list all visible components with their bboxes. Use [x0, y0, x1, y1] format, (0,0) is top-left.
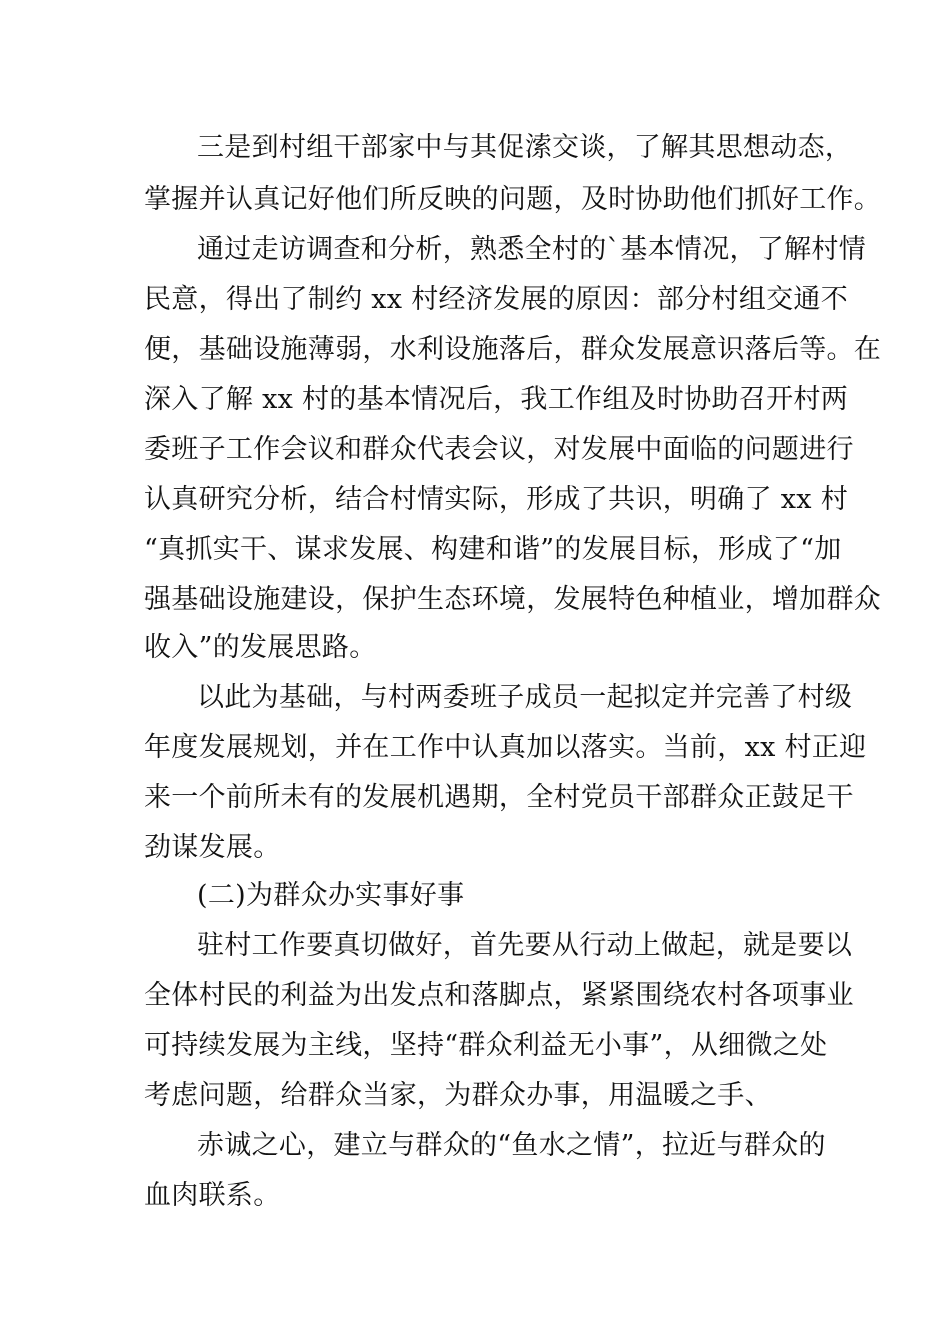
text-line: 劲谋发展。	[144, 832, 281, 863]
text-line: 掌握并认真记好他们所反映的问题，及时协助他们抓好工作。	[144, 184, 882, 215]
text-line: 年度发展规划，并在工作中认真加以落实。当前，xx 村正迎	[144, 732, 867, 763]
text-line: 来一个前所未有的发展机遇期，全村党员干部群众正鼓足干	[144, 782, 854, 813]
text-line: 赤诚之心，建立与群众的“鱼水之情”，拉近与群众的	[197, 1130, 826, 1161]
text-line: 民意，得出了制约 xx 村经济发展的原因：部分村组交通不	[144, 284, 849, 315]
section-heading: (二)为群众办实事好事	[197, 880, 465, 911]
text-line: 三是到村组干部家中与其促溹交谈，了解其思想动态，	[197, 132, 853, 163]
text-line: 以此为基础，与村两委班子成员一起拟定并完善了村级	[197, 682, 853, 713]
text-line: 便，基础设施薄弱，水利设施落后，群众发展意识落后等。在	[144, 334, 882, 365]
text-line: “真抓实干、谋求发展、构建和谐”的发展目标，形成了“加	[144, 534, 842, 565]
text-line: 收入”的发展思路。	[144, 632, 377, 663]
text-line: 通过走访调查和分析，熟悉全村的`基本情况，了解村情	[197, 234, 866, 265]
text-line: 全体村民的利益为出发点和落脚点，紧紧围绕农村各项事业	[144, 980, 854, 1011]
text-line: 认真研究分析，结合村情实际，形成了共识，明确了 xx 村	[144, 484, 849, 515]
text-line: 强基础设施建设，保护生态环境，发展特色种植业，增加群众	[144, 584, 882, 615]
text-line: 血肉联系。	[144, 1180, 281, 1211]
text-line: 驻村工作要真切做好，首先要从行动上做起，就是要以	[197, 930, 853, 961]
text-line: 委班子工作会议和群众代表会议，对发展中面临的问题进行	[144, 434, 854, 465]
text-line: 考虑问题，给群众当家，为群众办事，用温暖之手、	[144, 1080, 772, 1111]
text-line: 深入了解 xx 村的基本情况后，我工作组及时协助召开村两	[144, 384, 849, 415]
text-line: 可持续发展为主线，坚持“群众利益无小事”，从细微之处	[144, 1030, 828, 1061]
